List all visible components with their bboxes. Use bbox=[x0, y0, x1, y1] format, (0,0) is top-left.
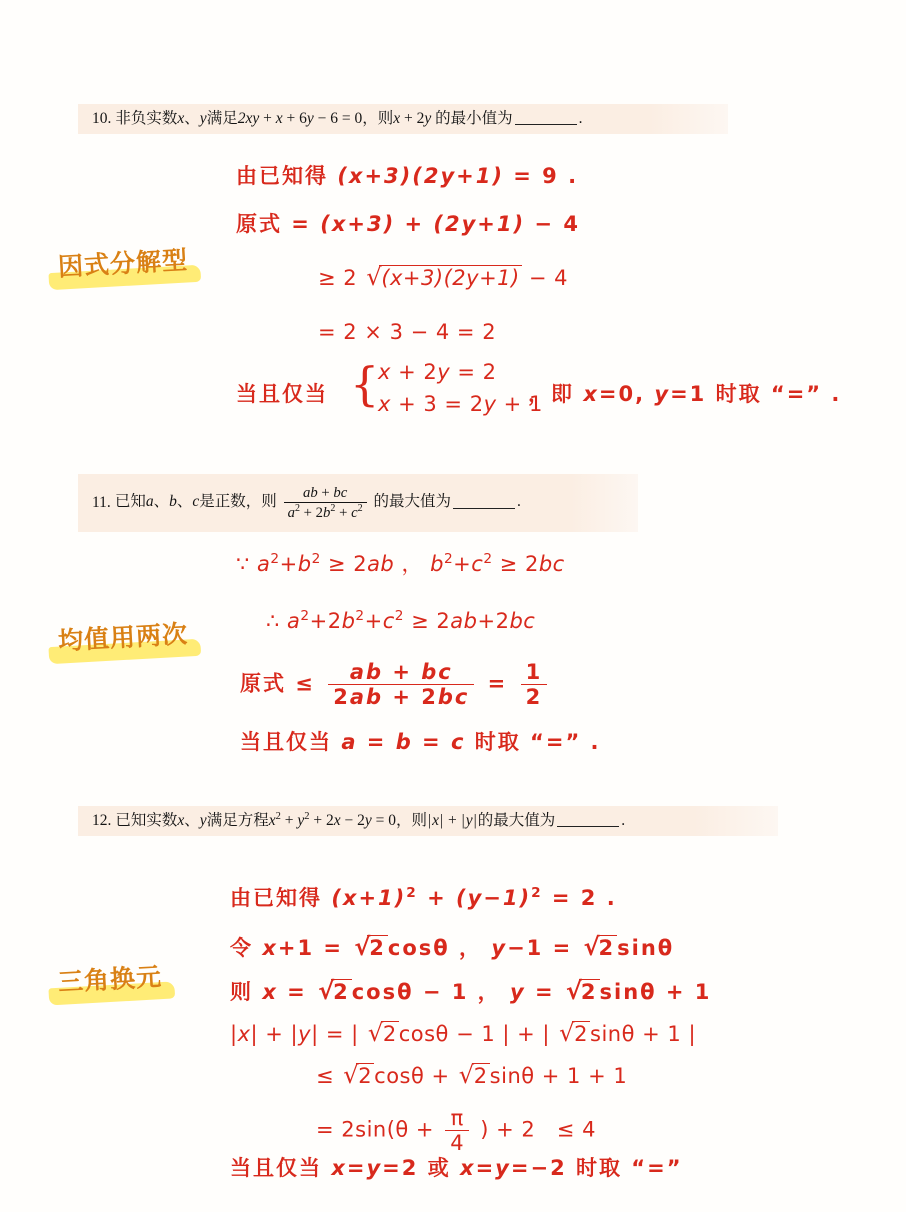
answer-blank-11 bbox=[453, 493, 515, 509]
solution-10-system-eq2: x + 3 = 2y + 1 bbox=[378, 392, 543, 416]
method-tag-10: 因式分解型 bbox=[51, 238, 195, 288]
solution-10-line-5-label: 当且仅当 bbox=[236, 382, 328, 406]
fraction-pi-over-4: $\frac{\pi}{4}$ bbox=[445, 1106, 469, 1155]
fraction-half-11: $\frac{1}{2}$ bbox=[521, 660, 548, 709]
answer-blank-10 bbox=[515, 110, 577, 126]
problem-statement-11 bbox=[78, 474, 638, 532]
solution-12-line-4: |x| + |y| = | √ 2cosθ − 1 | + | √ 2sinθ + 1 | bbox=[230, 1019, 697, 1048]
problem-text-10: 非负实数x、y满足2xy + x + 6y − 6 = 0，则x + 2y 的最小值为 . bbox=[115, 110, 583, 128]
solution-12-line-6: = 2sin(θ + $\frac{\pi}{4}$ ) + 2 ≤ 4 bbox=[316, 1106, 596, 1156]
solution-10-line-4: = 2 × 3 − 4 = 2 bbox=[318, 320, 497, 344]
problem-statement-12 bbox=[78, 806, 778, 836]
problem-number-11: 11. bbox=[92, 494, 111, 512]
solution-10-line-2: 原式 = (x+3) + (2y+1) − 4 bbox=[236, 212, 580, 236]
solution-12-line-5: ≤ √ 2cosθ + √ 2sinθ + 1 + 1 bbox=[316, 1061, 628, 1090]
solution-12-line-1: 由已知得 $(x+1)^2 + (y-1)^2 = 2$ . bbox=[230, 885, 617, 910]
system-brace-10: { bbox=[350, 357, 380, 411]
fraction-handwritten-11: $\frac{ab + bc}{2ab + 2bc}$ bbox=[328, 660, 474, 709]
solution-12-line-2: 令 x+1 = √ 2cosθ ， y−1 = √ 2sinθ bbox=[230, 933, 675, 962]
solution-10-line-5-tail: ，即 x=0, y=1 时取 “=” . bbox=[528, 382, 842, 406]
solution-11-line-1: ∵ $a^2+b^2 \ge 2ab$ ， $b^2+c^2 \ge 2bc$ bbox=[236, 551, 565, 576]
problem-number-12: 12. bbox=[92, 812, 112, 830]
problem-statement-10 bbox=[78, 104, 728, 134]
problem-number-10: 10. bbox=[92, 110, 112, 128]
solution-11-line-2: ∴ $a^2+2b^2+c^2 \ge 2ab+2bc$ bbox=[266, 608, 536, 633]
solution-10-line-1: 由已知得 (x+3)(2y+1) = 9 . bbox=[236, 164, 579, 188]
problem-text-12: 已知实数x、y满足方程$x^2 + y^2 + 2x - 2y = 0$，则|x| + |y|的最大值为 . bbox=[115, 811, 626, 830]
solution-11-line-3: 原式 ≤ $\frac{ab + bc}{2ab + 2bc}$ = $\frac{1}{2}$ bbox=[240, 660, 551, 709]
solution-10-system-eq1: x + 2y = 2 bbox=[378, 360, 497, 384]
problem-text-11: 已知a、b、c是正数，则 $\frac{ab + bc}{a^2 + 2b^2 + c^2}$ 的最大值为 . bbox=[114, 485, 521, 521]
solution-11-line-4: 当且仅当 a = b = c 时取 “=” . bbox=[240, 730, 601, 754]
solution-12-line-7: 当且仅当 x=y=2 或 x=y=−2 时取 “=” bbox=[230, 1156, 683, 1180]
method-tag-11: 均值用两次 bbox=[51, 612, 195, 662]
method-tag-12: 三角换元 bbox=[51, 955, 169, 1003]
solution-10-line-3: ≥ 2 √ (x+3)(2y+1) − 4 bbox=[318, 263, 569, 292]
solution-12-line-3: 则 x = √ 2cosθ − 1 ， y = √ 2sinθ + 1 bbox=[230, 977, 712, 1006]
answer-blank-12 bbox=[557, 812, 619, 828]
fraction-11: $\frac{ab + bc}{a^2 + 2b^2 + c^2}$ bbox=[284, 485, 367, 520]
